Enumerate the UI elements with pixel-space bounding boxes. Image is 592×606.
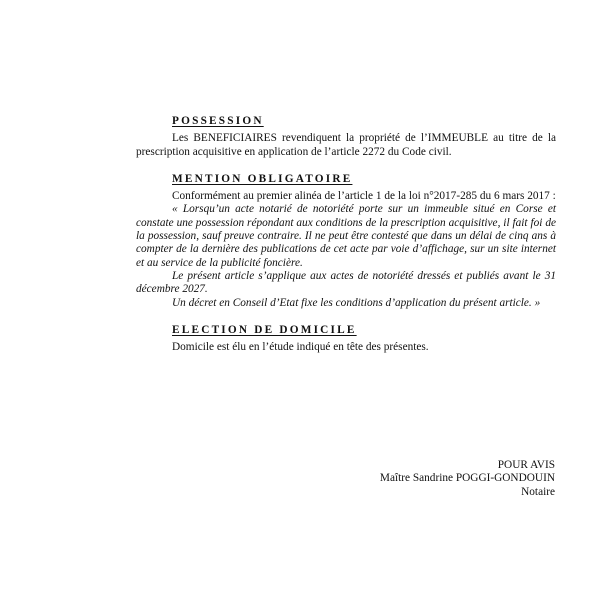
- section-mention-obligatoire: [136, 173, 556, 310]
- signature-block: [255, 459, 555, 499]
- mention-intro-paragraph: Conformément au premier alinéa de l’article 1 de la loi n°2017-285 du 6 mars 2017 :: [172, 190, 556, 203]
- signature-title: Notaire: [521, 485, 555, 498]
- section-possession: [136, 115, 556, 159]
- section-heading-election-domicile: ELECTION DE DOMICILE: [172, 323, 357, 336]
- notice-document: [136, 115, 556, 368]
- election-domicile-paragraph: Domicile est élu en l’étude indiqué en tête des présentes.: [172, 341, 429, 354]
- section-heading-possession: POSSESSION: [172, 115, 264, 127]
- mention-quote-paragraph-2: Le présent article s’applique aux actes de notoriété dressés et publiés avant le 31 décembre 2027.: [136, 269, 556, 296]
- signature-name: Maître Sandrine POGGI-GONDOUIN: [379, 472, 555, 485]
- mention-quote-paragraph-1: « Lorsqu’un acte notarié de notoriété porte sur un immeuble situé en Corse et constate une possession répondant aux conditions de la prescription acquisitive, il fait foi de la possession, sauf preuve contraire. Il ne peut être contesté que dans un délai de cinq ans à compter de la dernière des publications de cet acte par voie d’affichage, sur un site internet et au service de la publicité foncière.: [136, 203, 556, 269]
- mention-quote-paragraph-3: Un décret en Conseil d’Etat fixe les conditions d’application du présent article. »: [172, 296, 541, 309]
- section-heading-mention-obligatoire: MENTION OBLIGATOIRE: [172, 172, 353, 185]
- signature-pour-avis: POUR AVIS: [497, 459, 555, 471]
- possession-paragraph: Les BENEFICIAIRES revendiquent la propriété de l’IMMEUBLE au titre de la prescription acquisitive en application de l’article 2272 du Code civil.: [136, 132, 556, 158]
- section-election-domicile: [136, 324, 556, 355]
